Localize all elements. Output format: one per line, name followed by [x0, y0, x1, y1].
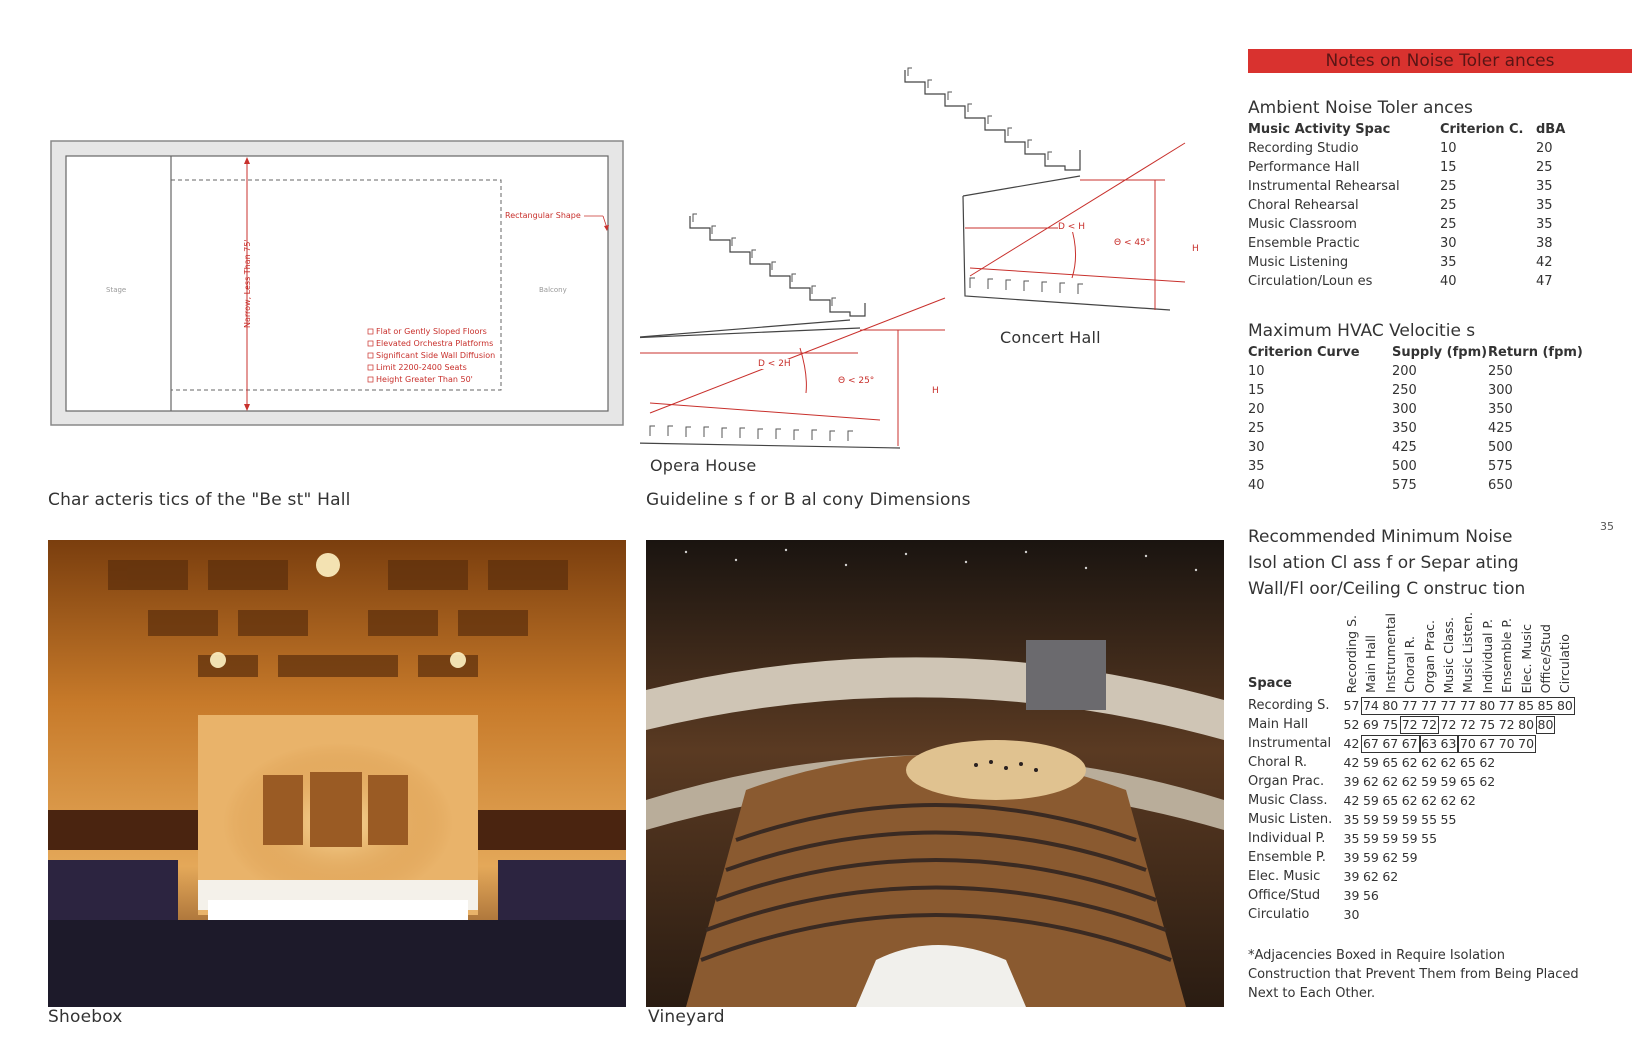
isolation-cell: 70	[1459, 736, 1476, 751]
isolation-cell: 85	[1537, 698, 1554, 713]
isolation-row	[1248, 715, 1632, 734]
isolation-cell: 67	[1382, 736, 1399, 751]
isolation-cell: 59	[1401, 831, 1418, 846]
isolation-row-label: Recording S.	[1248, 698, 1330, 713]
hvac-supply: 350	[1392, 421, 1417, 436]
isolation-cell: 77	[1401, 698, 1418, 713]
isolation-row-label: Instrumental	[1248, 736, 1332, 751]
isolation-column-header: Circulatio	[1557, 633, 1573, 693]
isolation-cell: 74	[1362, 698, 1379, 713]
isolation-cell: 62	[1440, 755, 1457, 770]
isolation-row-label: Office/Stud	[1248, 888, 1321, 903]
stage-label: Stage	[106, 286, 127, 294]
hvac-supply: 250	[1392, 383, 1417, 398]
vineyard-image	[646, 540, 1224, 1007]
isolation-column-header: Ensemble P.	[1499, 618, 1515, 693]
isolation-cell: 67	[1479, 736, 1496, 751]
isolation-cell: 67	[1362, 736, 1379, 751]
concert-theta-label: Θ < 45°	[1114, 238, 1151, 248]
hvac-return: 650	[1488, 478, 1513, 493]
hvac-curve: 10	[1248, 364, 1265, 379]
shoebox-caption: Shoebox	[48, 1007, 123, 1027]
isolation-cell: 59	[1382, 812, 1399, 827]
isolation-column-header: Music Listen.	[1460, 612, 1476, 693]
hvac-header-supply: Supply (fpm)	[1392, 345, 1488, 360]
isolation-cell: 63	[1421, 736, 1438, 751]
isolation-cell: 65	[1382, 793, 1399, 808]
isolation-cell: 80	[1537, 717, 1554, 732]
ambient-criterion: 25	[1440, 179, 1457, 194]
isolation-cell: 39	[1343, 888, 1360, 903]
isolation-cell: 39	[1343, 774, 1360, 789]
isolation-column-header: Main Hall	[1363, 635, 1379, 693]
isolation-column-header: Choral R.	[1402, 636, 1418, 693]
opera-d-label: D < 2H	[758, 359, 791, 369]
isolation-cell: 55	[1421, 831, 1438, 846]
hvac-row	[1248, 381, 1632, 400]
isolation-cell: 70	[1518, 736, 1535, 751]
isolation-cell: 77	[1459, 698, 1476, 713]
ambient-dba: 47	[1536, 274, 1553, 289]
hvac-supply: 575	[1392, 478, 1417, 493]
isolation-title	[1248, 524, 1525, 602]
ambient-criterion: 10	[1440, 141, 1457, 156]
isolation-cell: 62	[1382, 774, 1399, 789]
isolation-cell: 65	[1459, 755, 1476, 770]
isolation-cell: 69	[1362, 717, 1379, 732]
hvac-curve: 35	[1248, 459, 1265, 474]
isolation-boxed-adjacency	[1458, 735, 1536, 753]
shape-label: Rectangular Shape	[505, 211, 581, 220]
isolation-cell: 77	[1421, 698, 1438, 713]
best-hall-diagram	[50, 140, 625, 428]
hvac-rows	[1248, 362, 1632, 495]
hvac-header-return: Return (fpm)	[1488, 345, 1583, 360]
isolation-title-line: Recommended Minimum Noise	[1248, 527, 1513, 547]
isolation-cell: 59	[1362, 850, 1379, 865]
ambient-criterion: 35	[1440, 255, 1457, 270]
isolation-cell: 42	[1343, 755, 1360, 770]
width-label: Narrow, Less Than 75'	[243, 239, 252, 328]
ambient-criterion: 25	[1440, 198, 1457, 213]
hvac-row	[1248, 457, 1632, 476]
isolation-boxed-adjacency	[1361, 735, 1419, 753]
isolation-cell: 35	[1343, 831, 1360, 846]
isolation-title-line: Isol ation Cl ass f or Separ ating	[1248, 553, 1519, 573]
isolation-cell: 63	[1440, 736, 1457, 751]
hvac-return: 425	[1488, 421, 1513, 436]
isolation-row	[1248, 848, 1632, 867]
isolation-cell: 52	[1343, 717, 1360, 732]
isolation-cell: 80	[1556, 698, 1573, 713]
hvac-row	[1248, 476, 1632, 495]
shoebox-image	[48, 540, 626, 1007]
isolation-row	[1248, 753, 1632, 772]
organ-pipes	[263, 772, 408, 847]
ambient-space: Recording Studio	[1248, 141, 1359, 156]
isolation-column-header: Elec. Music	[1518, 623, 1534, 693]
isolation-column-header: Music Class.	[1441, 616, 1456, 693]
ambient-rows	[1248, 139, 1632, 291]
hvac-supply: 200	[1392, 364, 1417, 379]
isolation-cell: 72	[1421, 717, 1438, 732]
isolation-row-label: Circulatio	[1248, 907, 1310, 922]
hvac-supply: 425	[1392, 440, 1417, 455]
ambient-dba: 42	[1536, 255, 1553, 270]
feature-item: Elevated Orchestra Platforms	[376, 339, 494, 348]
hvac-title: Maximum HVAC Velocitie s	[1248, 321, 1476, 341]
ambient-row	[1248, 196, 1632, 215]
ambient-space: Performance Hall	[1248, 160, 1360, 175]
hvac-curve: 20	[1248, 402, 1265, 417]
isolation-row	[1248, 905, 1632, 924]
ambient-row	[1248, 253, 1632, 272]
isolation-cell: 59	[1421, 774, 1438, 789]
ambient-criterion: 15	[1440, 160, 1457, 175]
opera-section	[640, 216, 900, 448]
isolation-cell: 80	[1479, 698, 1496, 713]
opera-h-label: H	[932, 386, 939, 396]
ambient-dba: 35	[1536, 198, 1553, 213]
ambient-header-dba: dBA	[1536, 122, 1566, 137]
ambient-row	[1248, 272, 1632, 291]
isolation-boxed-adjacency	[1400, 716, 1439, 734]
concert-d-label: D < H	[1058, 222, 1085, 232]
isolation-row-label: Main Hall	[1248, 717, 1309, 732]
feature-list	[376, 326, 495, 386]
isolation-cell: 62	[1421, 793, 1438, 808]
best-hall-plan	[50, 140, 625, 428]
hvac-table	[1248, 343, 1632, 495]
balcony-caption: Guideline s f or B al cony Dimensions	[646, 490, 971, 510]
opera-house-label: Opera House	[650, 456, 757, 475]
isolation-cell: 42	[1343, 793, 1360, 808]
hvac-supply: 300	[1392, 402, 1417, 417]
isolation-cell: 80	[1382, 698, 1399, 713]
hvac-return: 500	[1488, 440, 1513, 455]
best-hall-caption: Char acteris tics of the "Be st" Hall	[48, 490, 351, 510]
isolation-row	[1248, 867, 1632, 886]
isolation-cell: 62	[1459, 793, 1476, 808]
hvac-header-curve: Criterion Curve	[1248, 345, 1360, 360]
isolation-cell: 59	[1362, 812, 1379, 827]
isolation-cell: 59	[1382, 831, 1399, 846]
feature-item: Height Greater Than 50'	[376, 375, 473, 384]
isolation-row-label: Ensemble P.	[1248, 850, 1326, 865]
isolation-cell: 77	[1440, 698, 1457, 713]
ambient-space: Ensemble Practic	[1248, 236, 1360, 251]
isolation-column-header: Instrumental	[1382, 613, 1398, 693]
hvac-curve: 15	[1248, 383, 1265, 398]
feature-item: Flat or Gently Sloped Floors	[376, 327, 487, 336]
balcony-diagrams	[640, 48, 1230, 475]
hvac-return: 300	[1488, 383, 1513, 398]
isolation-cell: 62	[1401, 793, 1418, 808]
ambient-row	[1248, 234, 1632, 253]
isolation-cell: 59	[1362, 793, 1379, 808]
opera-sightlines	[640, 298, 945, 446]
isolation-boxed-adjacency	[1361, 697, 1574, 715]
isolation-title-line: Wall/Fl oor/Ceiling C onstruc tion	[1248, 579, 1526, 599]
hvac-row	[1248, 438, 1632, 457]
ambient-title: Ambient Noise Toler ances	[1248, 98, 1473, 118]
isolation-cell: 59	[1362, 755, 1379, 770]
isolation-row-label: Elec. Music	[1248, 869, 1321, 884]
vineyard-caption: Vineyard	[648, 1007, 725, 1027]
hvac-curve: 30	[1248, 440, 1265, 455]
ambient-space: Music Listening	[1248, 255, 1349, 270]
isolation-cell: 59	[1401, 812, 1418, 827]
ambient-table	[1248, 120, 1632, 291]
isolation-row	[1248, 772, 1632, 791]
isolation-cell: 72	[1401, 717, 1418, 732]
isolation-column-header: Organ Prac.	[1421, 619, 1437, 693]
opera-seated-figures	[640, 214, 853, 441]
isolation-space-header: Space	[1248, 676, 1292, 691]
ambient-criterion: 30	[1440, 236, 1457, 251]
hvac-row	[1248, 419, 1632, 438]
isolation-boxed-adjacency	[1536, 716, 1555, 734]
isolation-cell: 65	[1382, 755, 1399, 770]
feature-item: Significant Side Wall Diffusion	[376, 351, 496, 360]
isolation-column-header: Recording S.	[1344, 614, 1359, 693]
concert-section	[905, 70, 1170, 310]
isolation-cell: 70	[1498, 736, 1515, 751]
isolation-row	[1248, 810, 1632, 829]
ambient-space: Choral Rehearsal	[1248, 198, 1359, 213]
balcony-section-drawing	[640, 48, 1230, 458]
isolation-cell: 62	[1440, 793, 1457, 808]
ambient-space: Music Classroom	[1248, 217, 1357, 232]
hvac-row	[1248, 400, 1632, 419]
isolation-cell: 75	[1479, 717, 1496, 732]
opera-theta-label: Θ < 25°	[838, 376, 875, 386]
isolation-row	[1248, 886, 1632, 905]
hvac-curve: 25	[1248, 421, 1265, 436]
isolation-cell: 62	[1479, 755, 1496, 770]
isolation-column-header: Office/Stud	[1538, 623, 1553, 693]
ambient-row	[1248, 177, 1632, 196]
isolation-footnote: *Adjacencies Boxed in Require Isolation Construction that Prevent Them from Being Placed Next to Each Other.	[1248, 948, 1579, 1001]
notes-banner: Notes on Noise Toler ances	[1248, 49, 1632, 73]
isolation-cell: 59	[1401, 850, 1418, 865]
ambient-row	[1248, 215, 1632, 234]
isolation-cell: 30	[1343, 907, 1360, 922]
isolation-cell: 55	[1421, 812, 1438, 827]
isolation-cell: 35	[1343, 812, 1360, 827]
isolation-cell: 80	[1518, 717, 1535, 732]
isolation-cell: 62	[1382, 869, 1399, 884]
hvac-supply: 500	[1392, 459, 1417, 474]
isolation-cell: 62	[1362, 869, 1379, 884]
isolation-cell: 62	[1382, 850, 1399, 865]
hvac-row	[1248, 362, 1632, 381]
ambient-header-space: Music Activity Spac	[1248, 122, 1391, 137]
ambient-criterion: 25	[1440, 217, 1457, 232]
concert-hall-label: Concert Hall	[1000, 328, 1101, 347]
isolation-cell: 67	[1401, 736, 1418, 751]
isolation-boxed-adjacency	[1420, 735, 1459, 753]
ambient-space: Circulation/Loun es	[1248, 274, 1373, 289]
ambient-dba: 25	[1536, 160, 1553, 175]
ambient-row	[1248, 158, 1632, 177]
isolation-cell: 62	[1401, 755, 1418, 770]
isolation-cell: 42	[1343, 736, 1360, 751]
isolation-cell: 75	[1382, 717, 1399, 732]
isolation-cell: 72	[1498, 717, 1515, 732]
isolation-cell: 39	[1343, 850, 1360, 865]
ambient-dba: 35	[1536, 179, 1553, 194]
hvac-header-row	[1248, 343, 1632, 362]
isolation-cell: 62	[1401, 774, 1418, 789]
hvac-return: 250	[1488, 364, 1513, 379]
shoebox-photo	[48, 540, 626, 1007]
hvac-return: 575	[1488, 459, 1513, 474]
ambient-dba: 35	[1536, 217, 1553, 232]
ambient-criterion: 40	[1440, 274, 1457, 289]
isolation-row-label: Individual P.	[1248, 831, 1326, 846]
isolation-cell: 85	[1518, 698, 1535, 713]
isolation-matrix	[1248, 600, 1632, 930]
isolation-cell: 62	[1362, 774, 1379, 789]
balcony-label: Balcony	[539, 286, 567, 294]
hvac-curve: 40	[1248, 478, 1265, 493]
isolation-cell: 57	[1343, 698, 1360, 713]
isolation-column-headers	[1342, 600, 1582, 693]
isolation-cell: 55	[1440, 812, 1457, 827]
isolation-cell: 39	[1343, 869, 1360, 884]
ambient-dba: 20	[1536, 141, 1553, 156]
hvac-return: 350	[1488, 402, 1513, 417]
isolation-cell: 59	[1440, 774, 1457, 789]
isolation-row-label: Choral R.	[1248, 755, 1308, 770]
feature-item: Limit 2200-2400 Seats	[376, 363, 467, 372]
page-number: 35	[1600, 520, 1614, 533]
isolation-column-header: Individual P.	[1479, 618, 1495, 693]
isolation-cell: 72	[1459, 717, 1476, 732]
isolation-cell: 72	[1440, 717, 1457, 732]
isolation-cell: 62	[1479, 774, 1496, 789]
isolation-row-label: Music Listen.	[1248, 812, 1333, 827]
isolation-cell: 65	[1459, 774, 1476, 789]
concert-h-label: H	[1192, 244, 1199, 254]
isolation-row	[1248, 829, 1632, 848]
isolation-row-label: Organ Prac.	[1248, 774, 1325, 789]
ambient-row	[1248, 139, 1632, 158]
ambient-header-row	[1248, 120, 1632, 139]
isolation-cell: 62	[1421, 755, 1438, 770]
isolation-row-label: Music Class.	[1248, 793, 1328, 808]
isolation-cell: 59	[1362, 831, 1379, 846]
ambient-dba: 38	[1536, 236, 1553, 251]
isolation-row	[1248, 791, 1632, 810]
ambient-header-criterion: Criterion C.	[1440, 122, 1524, 137]
vineyard-photo	[646, 540, 1224, 1007]
ambient-space: Instrumental Rehearsal	[1248, 179, 1400, 194]
isolation-cell: 56	[1362, 888, 1379, 903]
isolation-cell: 77	[1498, 698, 1515, 713]
